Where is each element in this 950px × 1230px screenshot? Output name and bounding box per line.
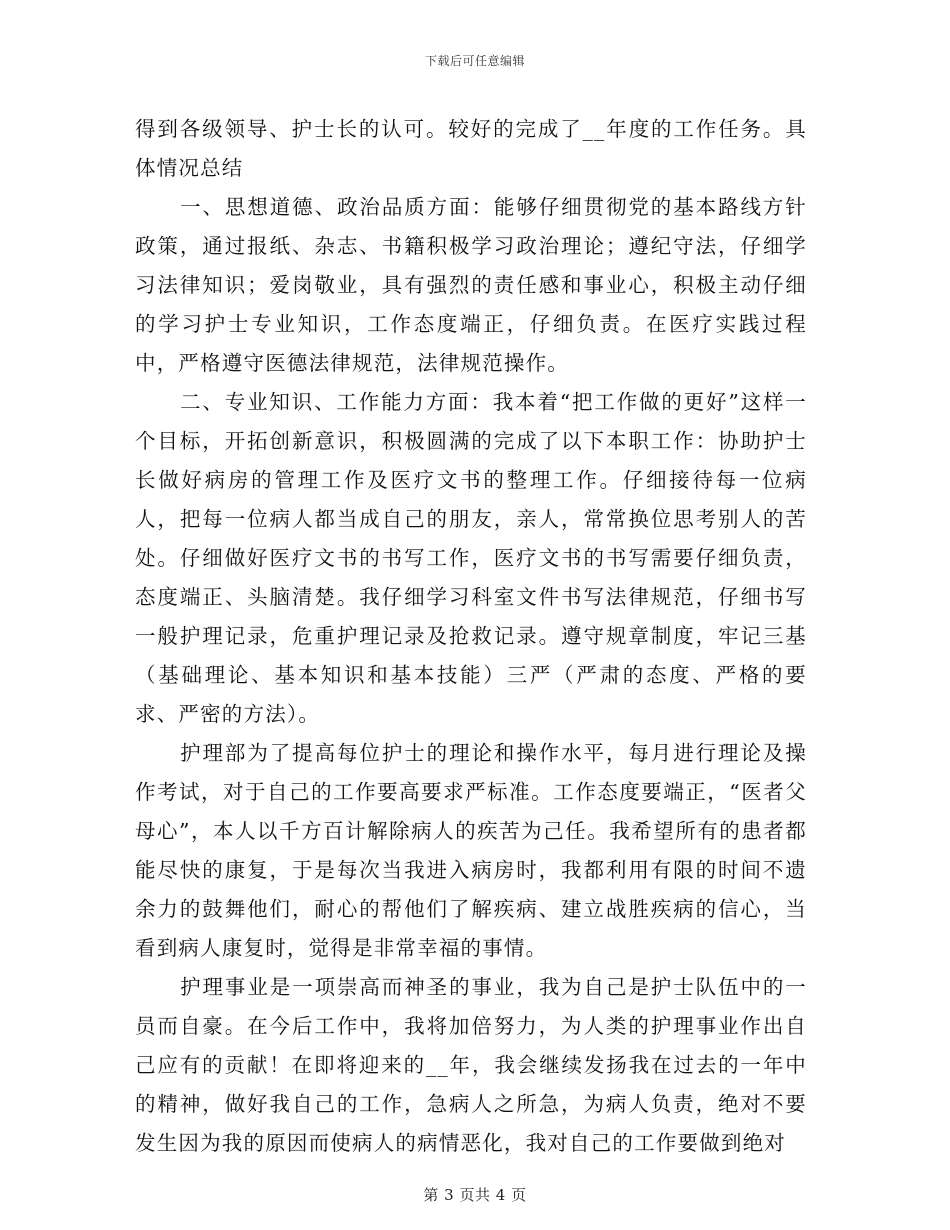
paragraph-nursing-career: 护理事业是一项崇高而神圣的事业，我为自己是护士队伍中的一员而自豪。在今后工作中，我将加倍努力，为人类的护理事业作出自己应有的贡献！在即将迎来的__年，我会继续发扬我在过去的一年中的精神，做好我自己的工作，急病人之所急，为病人负责，绝对不要发生因为我的原因而使病人的病情恶化，我对自己的工作要做到绝对	[135, 975, 807, 1155]
paragraph-continuation: 得到各级领导、护士长的认可。较好的完成了__年度的工作任务。具体情况总结	[135, 117, 807, 180]
paragraph-professional-ability: 二、专业知识、工作能力方面：我本着“把工作做的更好”这样一个目标，开拓创新意识，积极圆满的完成了以下本职工作：协助护士长做好病房的管理工作及医疗文书的整理工作。仔细接待每一位病人，把每一位病人都当成自己的朋友，亲人，常常换位思考别人的苦处。仔细做好医疗文书的书写工作，医疗文书的书写需要仔细负责，态度端正、头脑清楚。我仔细学习科室文件书写法律规范，仔细书写一般护理记录，危重护理记录及抢救记录。遵守规章制度，牢记三基（基础理论、基本知识和基本技能）三严（严肃的态度、严格的要求、严密的方法）。	[135, 390, 807, 726]
paragraph-ideology-morality: 一、思想道德、政治品质方面：能够仔细贯彻党的基本路线方针政策，通过报纸、杂志、书籍积极学习政治理论；遵纪守法，仔细学习法律知识；爱岗敬业，具有强烈的责任感和事业心，积极主动仔细的学习护士专业知识，工作态度端正，仔细负责。在医疗实践过程中，严格遵守医德法律规范，法律规范操作。	[135, 195, 807, 375]
document-body	[135, 110, 807, 1163]
paragraph-nursing-training: 护理部为了提高每位护士的理论和操作水平，每月进行理论及操作考试，对于自己的工作要高要求严标准。工作态度要端正，“医者父母心”，本人以千方百计解除病人的疾苦为己任。我希望所有的患者都能尽快的康复，于是每次当我进入病房时，我都利用有限的时间不遗余力的鼓舞他们，耐心的帮他们了解疾病、建立战胜疾病的信心，当看到病人康复时，觉得是非常幸福的事情。	[135, 741, 807, 960]
page-header: 下载后可任意编辑	[424, 54, 525, 68]
page-footer-page-number: 第 3 页共 4 页	[423, 1186, 527, 1204]
